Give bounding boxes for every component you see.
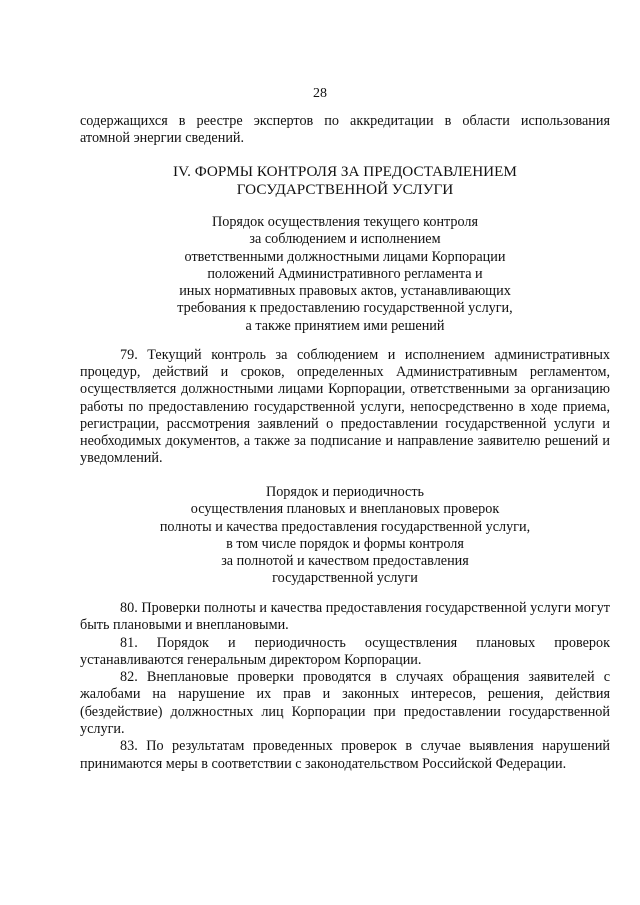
subheading-line: а также принятием ими решений xyxy=(245,317,445,334)
subheading-line: за полнотой и качеством предоставления xyxy=(221,553,469,570)
subheading-line: Порядок осуществления текущего контроля xyxy=(211,214,479,230)
paragraph-81: 81. Порядок и периодичность осуществления плановых проверок устанавливаются генеральным директором Корпорации. xyxy=(80,634,610,668)
section-heading-line-2: ГОСУДАРСТВЕННОЙ УСЛУГИ xyxy=(236,181,454,198)
intro-line-2: атомной энергии сведений. xyxy=(80,130,245,146)
paragraph-80: 80. Проверки полноты и качества предоставления государственной услуги могут быть плановыми и внеплановыми. xyxy=(80,600,610,634)
section-heading xyxy=(80,163,610,199)
subheading-current-control xyxy=(80,214,610,335)
subheading-line: положений Административного регламента и xyxy=(207,265,483,282)
paragraph-79-text: 79. Текущий контроль за соблюдением и исполнением административных процедур, действий и сроков, определенных Административным регламентом, осуществляется должностными лицами Корпорации, ответственными за организацию работы по предоставлению государственной услуги, непосредственно в ходе приема, регистрации, рассмотрения заявлений о предоставлении государственной услуги и необходимых документов, а также за подписание и направление заявителю решений и уведомлений. xyxy=(80,347,610,467)
subheading-line: за соблюдением и исполнением xyxy=(249,231,441,248)
paragraph-79 xyxy=(80,347,610,467)
section-heading-line-1: IV. ФОРМЫ КОНТРОЛЯ ЗА ПРЕДОСТАВЛЕНИЕМ xyxy=(173,163,517,180)
subheading-line: осуществления плановых и внеплановых проверок xyxy=(190,501,500,518)
subheading-line: в том числе порядок и формы контроля xyxy=(226,535,464,552)
page-number: 28 xyxy=(313,86,327,101)
paragraph-83: 83. По результатам проведенных проверок в случае выявления нарушений принимаются меры в соответствии с законодательством Российской Федерации. xyxy=(80,738,610,772)
subheading-line: полноты и качества предоставления государственной услуги, xyxy=(159,518,531,535)
subheading-line: Порядок и периодичность xyxy=(265,484,425,500)
subheading-line: иных нормативных правовых актов, устанавливающих xyxy=(179,283,511,300)
subheading-inspections xyxy=(80,484,610,588)
intro-line-1: содержащихся в реестре экспертов по аккредитации в области использования xyxy=(80,113,610,129)
paragraphs-80-83 xyxy=(80,600,610,773)
paragraph-82: 82. Внеплановые проверки проводятся в случаях обращения заявителей с жалобами на нарушение их прав и законных интересов, решения, действия (бездействие) должностных лиц Корпорации при предоставлении государственной услуги. xyxy=(80,669,610,738)
subheading-line: требования к предоставлению государственной услуги, xyxy=(177,300,513,317)
subheading-line: государственной услуги xyxy=(272,570,418,587)
subheading-line: ответственными должностными лицами Корпорации xyxy=(184,248,506,265)
intro-paragraph xyxy=(80,113,610,147)
